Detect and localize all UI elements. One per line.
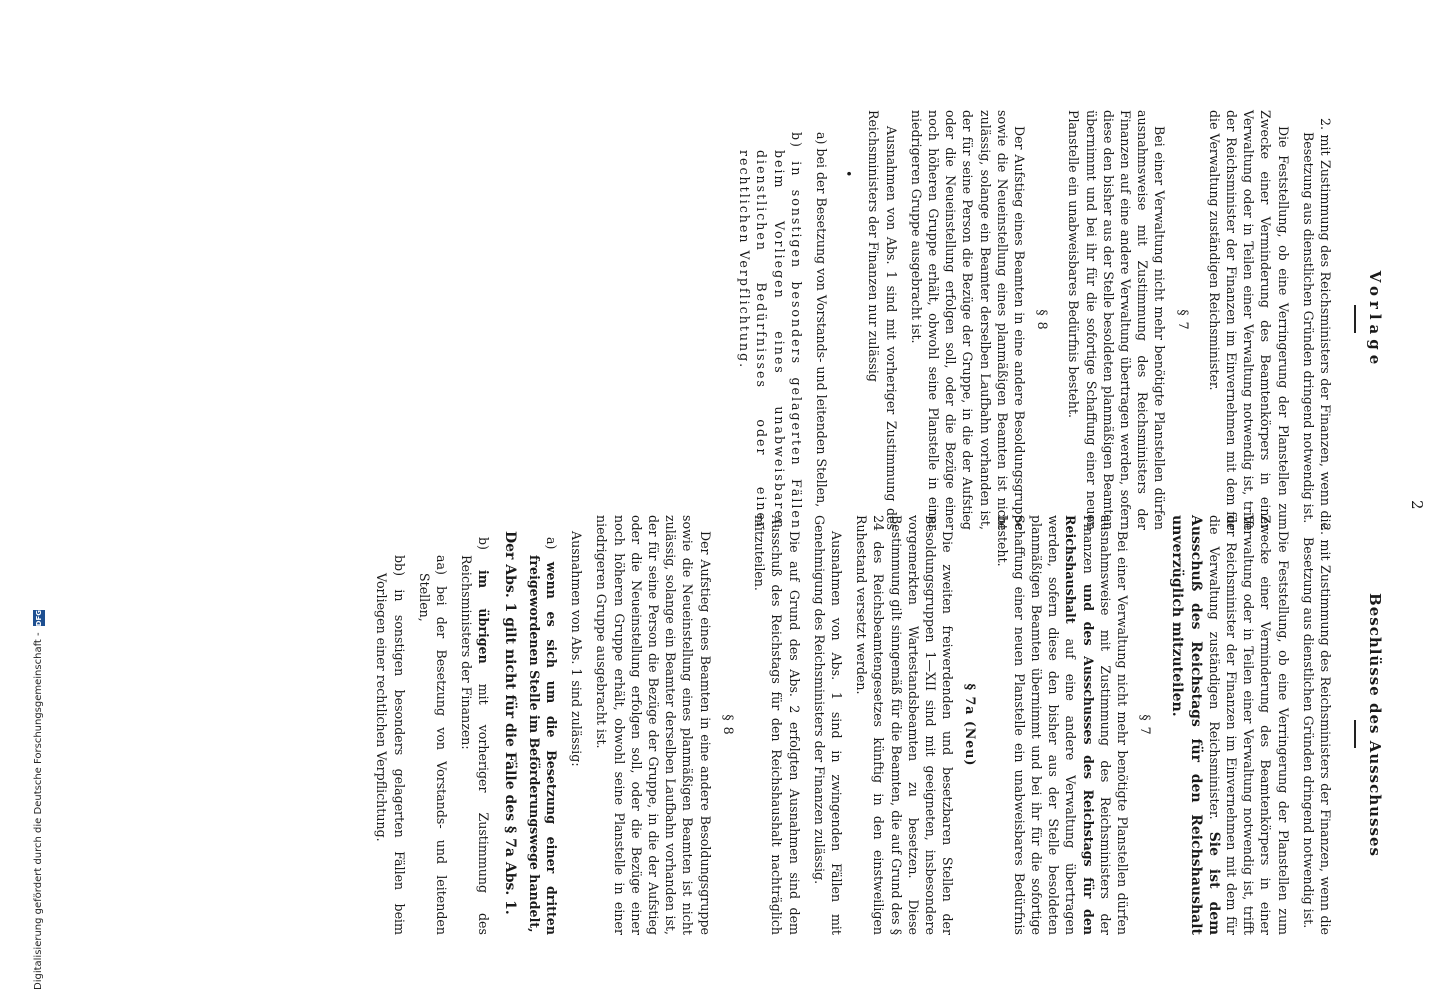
right-section-7a-paragraph-2: Ausnahmen von Abs. 1 sind in zwingenden Fällen mit Genehmigung des Reichsministers der Finanzen zulässig. xyxy=(811,515,844,935)
right-paragraph-feststellung-addition: Sie ist dem Ausschuß des Reichstags für den Reichshaushalt unverzüglich mitzuteilen. xyxy=(1169,515,1222,936)
left-section-8-paragraph-1: Der Aufstieg eines Beamten in eine andere Besoldungsgruppe sowie die Neueinstellung eines planmäßigen Beamten ist nicht zulässig, solange ein Beamter derselben Laufbahn vorhanden ist, der für seine Person die Bezüge der Gruppe, in die der Aufstieg oder die Neueinstellung erfolgen soll, oder die Bezüge einer noch höheren Gruppe erhält, obwohl seine Planstelle in einer niedrigeren Gruppe ausgebracht ist. xyxy=(908,110,1027,530)
right-column xyxy=(60,515,1334,935)
right-section-8-exception: Der Abs. 1 gilt nicht für die Fälle des § 7a Abs. 1. xyxy=(501,531,518,915)
right-section-7-text-a: Bei einer Verwaltung nicht mehr benötigte Planstellen dürfen ausnahmsweise mit Zustimmung des Reichsministers der Finanzen xyxy=(1080,515,1130,935)
right-section-8-item-b-text: mit vorheriger Zustimmung des Reichsministers der Finanzen: xyxy=(459,555,492,935)
right-heading-rule xyxy=(1354,720,1356,748)
left-section-8-title: § 8 xyxy=(1035,309,1051,331)
right-section-7a-paragraph-3: Die auf Grund des Abs. 2 erfolgten Ausnahmen sind dem Ausschuß des Reichstags für den Reichshaushalt nachträglich mitzuteilen. xyxy=(752,515,802,935)
page-number: 2 xyxy=(1408,500,1426,510)
digitization-credit xyxy=(26,0,52,1000)
right-paragraph-feststellung-text: Die Feststellung, ob eine Verringerung der Planstellen zum Zwecke einer Verminderung des Beamtenkörpers in einer Verwaltung oder in Teilen einer Verwaltung notwendig ist, trifft der Reichsminister der Finanzen im Einvernehmen mit dem für die Verwaltung zuständigen Reichsminister. xyxy=(1206,515,1291,935)
right-paragraph-feststellung xyxy=(1168,515,1291,935)
left-paragraph-feststellung: Die Feststellung, ob eine Verringerung der Planstellen zum Zwecke einer Verminderung des Beamtenkörpers in einer Verwaltung oder in Teilen einer Verwaltung notwendig ist, trifft der Reichsminister der Finanzen im Einvernehmen mit dem für die Verwaltung zuständigen Reichsminister. xyxy=(1206,110,1291,530)
left-heading-rule xyxy=(1354,305,1356,333)
left-section-8-item-b-text: b) in sonstigen besonders gelagerten Fällen beim Vorliegen eines unabweisbaren dienstlichen Bedürfnisses oder einer rechtlichen Verpflichtung. xyxy=(737,132,804,530)
left-section-8-item-a: a) bei der Besetzung von Vorstands- und leitenden Stellen, xyxy=(813,132,829,508)
right-section-8-title: § 8 xyxy=(720,714,736,736)
right-section-8-paragraph-1: Der Aufstieg eines Beamten in eine andere Besoldungsgruppe sowie die Neueinstellung eines planmäßigen Beamten ist nicht zulässig, solange ein Beamter derselben Laufbahn vorhanden ist, der für seine Person die Bezüge der Gruppe, in die der Aufstieg oder die Neueinstellung erfolgen soll, oder die Bezüge einer noch höheren Gruppe erhält, obwohl seine Planstelle in einer niedrigeren Gruppe ausgebracht ist. xyxy=(594,515,713,935)
right-section-7a-title: § 7a (Neu) xyxy=(963,683,979,767)
left-column-heading: Vorlage xyxy=(1366,270,1384,370)
right-item-2: 2. mit Zustimmung des Reichsministers der Finanzen, wenn die Besetzung aus dienstlichen Gründen dringend notwendig ist. xyxy=(1300,523,1333,935)
left-section-7-text: Bei einer Verwaltung nicht mehr benötigte Planstellen dürfen ausnahmsweise mit Zustimmung des Reichsministers der Finanzen auf eine andere Verwaltung übertragen werden, sofern diese den bisher aus der Stelle besoldeten planmäßigen Beamten übernimmt und bei ihr für die sofortige Schaffung einer neuen Planstelle ein unabweisbares Bedürfnis besteht. xyxy=(1066,110,1168,530)
credit-text: Digitalisierung gefördert durch die Deutsche Forschungsgemeinschaft - xyxy=(33,632,44,990)
bullet-dot: • xyxy=(841,170,857,178)
right-section-8-item-a-text: wenn es sich um die Besetzung einer dritten freigewordenen Stelle im Beförderungswege handelt, xyxy=(526,555,560,935)
right-section-8-item-b-marker: b) xyxy=(476,537,492,550)
left-item-2: 2. mit Zustimmung des Reichsministers der Finanzen, wenn die Besetzung aus dienstlichen Gründen dringend notwendig ist. xyxy=(1300,118,1333,530)
right-section-7-addition: und des Ausschusses des Reichstags für den Reichshaushalt xyxy=(1063,515,1096,935)
right-section-7-text-b: auf eine andere Verwaltung übertragen werden, sofern diese den bisher aus der Stelle besoldeten planmäßigen Beamten übernimmt und bei ihr für die sofortige Schaffung einer neuen Planstelle ein unabweisbares Bedürfnis besteht. xyxy=(994,515,1079,935)
left-section-8-item-b xyxy=(736,110,805,530)
right-section-7-title: § 7 xyxy=(1138,714,1154,736)
right-section-7-text xyxy=(993,515,1131,935)
left-column xyxy=(60,110,1334,530)
right-column-heading: Beschlüsse des Ausschusses xyxy=(1366,593,1384,857)
right-section-8-item-a xyxy=(526,515,560,935)
right-section-8-item-a-marker: a) xyxy=(544,537,560,550)
dfg-logo: DFG xyxy=(35,610,43,627)
right-section-8-item-bb: bb) in sonstigen besonders gelagerten Fällen beim Vorliegen einer rechtlichen Verpflichtung. xyxy=(374,555,407,935)
right-section-8-item-b xyxy=(458,515,492,935)
right-section-7a-paragraph-1: Die zweiten freiwerdenden und besetzbaren Stellen der Besoldungsgruppen 1—XII sind mit geeigneten, insbesondere vorgemerkten Wartestandsbeamten zu besetzen. Diese Bestimmung gilt sinngemäß für die Beamten, die auf Grund des § 24 des Reichsbeamtengesetzes künftig in den einstweiligen Ruhestand versetzt werden. xyxy=(854,515,956,935)
right-section-8-item-b-bold: im übrigen xyxy=(476,569,492,664)
right-section-8-item-aa: aa) bei der Besetzung von Vorstands- und leitenden Stellen, xyxy=(416,555,450,935)
right-section-8-paragraph-2: Ausnahmen von Abs. 1 sind zulässig: xyxy=(569,531,585,767)
left-section-7-title: § 7 xyxy=(1175,309,1191,331)
left-section-8-paragraph-2: Ausnahmen von Abs. 1 sind mit vorheriger Zustimmung des Reichsministers der Finanzen nur zulässig xyxy=(866,110,899,530)
